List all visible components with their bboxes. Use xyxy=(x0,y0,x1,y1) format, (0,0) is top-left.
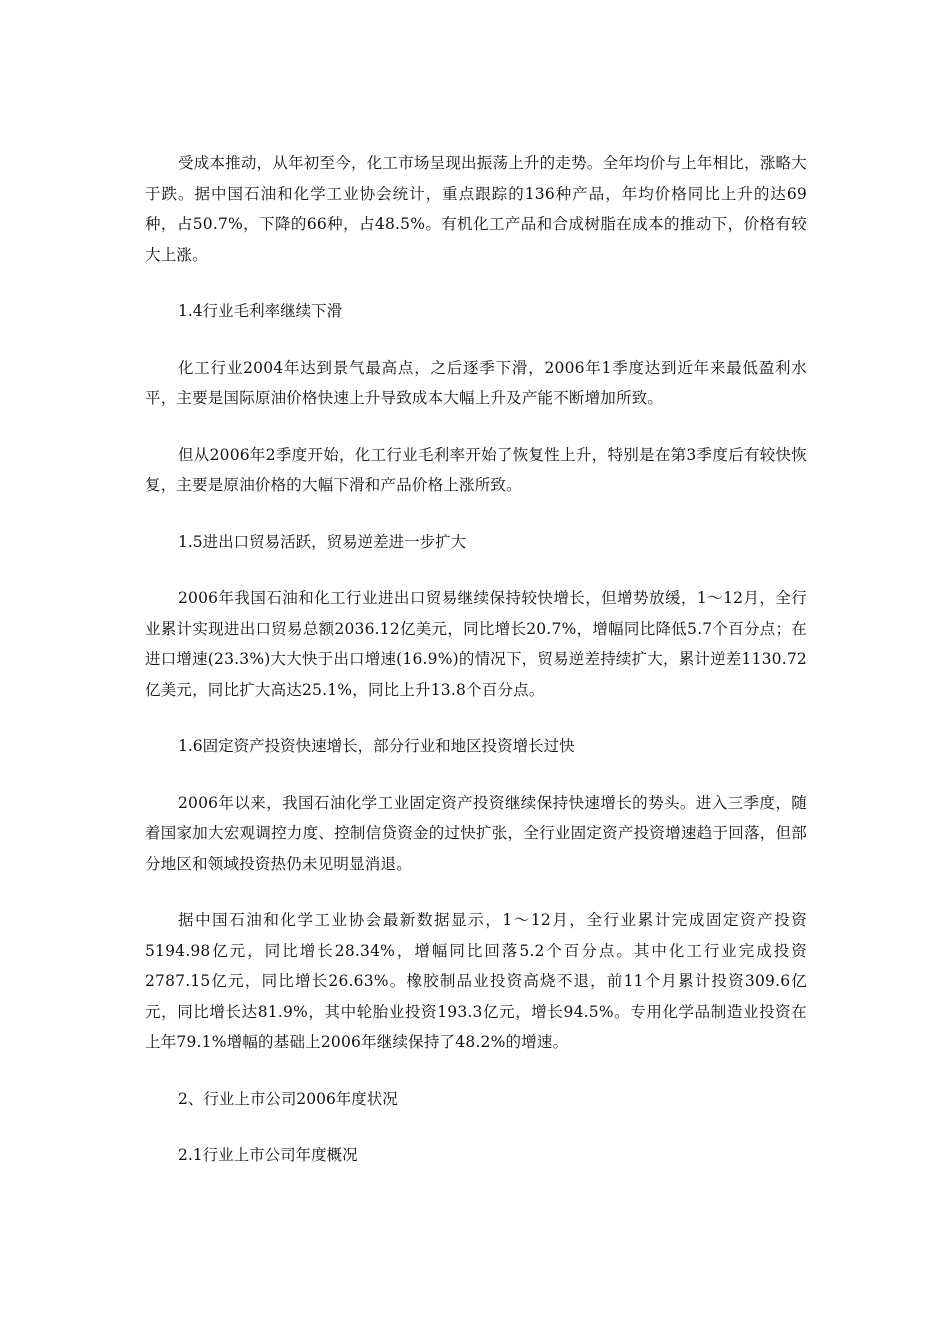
paragraph-gap xyxy=(145,414,807,440)
document-body xyxy=(145,148,807,1171)
paragraph-gap xyxy=(145,762,807,788)
paragraph-margin-recovery: 但从2006年2季度开始，化工行业毛利率开始了恢复性上升，特别是在第3季度后有较快恢复，主要是原油价格的大幅下滑和产品价格上涨所致。 xyxy=(145,445,807,494)
paragraph-profitability-decline: 化工行业2004年达到景气最高点，之后逐季下滑，2006年1季度达到近年来最低盈利水平，主要是国际原油价格快速上升导致成本大幅上升及产能不断增加所致。 xyxy=(145,358,807,407)
section-heading-1-5: 1.5进出口贸易活跃，贸易逆差进一步扩大 xyxy=(178,532,467,551)
paragraph-gap xyxy=(145,327,807,353)
section-heading-1-6: 1.6固定资产投资快速增长，部分行业和地区投资增长过快 xyxy=(178,737,575,755)
paragraph-fixed-asset-investment: 2006年以来，我国石油化学工业固定资产投资继续保持快速增长的势头。进入三季度，随着国家加大宏观调控力度、控制信贷资金的过快扩张，全行业固定资产投资增速趋于回落，但部分地区和领域投资热仍未见明显消退。 xyxy=(145,793,807,873)
paragraph-gap xyxy=(145,1058,807,1084)
paragraph-gap xyxy=(145,1114,807,1140)
paragraph-gap xyxy=(145,879,807,905)
section-heading-2-1: 2.1行业上市公司年度概况 xyxy=(178,1146,358,1164)
paragraph-investment-statistics: 据中国石油和化学工业协会最新数据显示，1～12月，全行业累计完成固定资产投资5194.98亿元，同比增长28.34%，增幅同比回落5.2个百分点。其中化工行业完成投资2787.15亿元，同比增长26.63%。橡胶制品业投资高烧不退，前11个月累计投资309.6亿元，同比增长达81.9%，其中轮胎业投资193.3亿元，增长94.5%。专用化学品制造业投资在上年79.1%增幅的基础上2006年继续保持了48.2%的增速。 xyxy=(145,911,807,1051)
section-heading-2: 2、行业上市公司2006年度状况 xyxy=(178,1089,398,1108)
paragraph-import-export-trade: 2006年我国石油和化工行业进出口贸易继续保持较快增长，但增势放缓，1～12月，全行业累计实现进出口贸易总额2036.12亿美元，同比增长20.7%，增幅同比降低5.7个百分点；在进口增速(23.3%)大大快于出口增速(16.9%)的情况下，贸易逆差持续扩大，累计逆差1130.72亿美元，同比扩大高达25.1%，同比上升13.8个百分点。 xyxy=(145,589,807,699)
paragraph-gap xyxy=(145,270,807,296)
paragraph-gap xyxy=(145,557,807,583)
section-heading-1-4: 1.4行业毛利率继续下滑 xyxy=(178,302,343,320)
paragraph-gap xyxy=(145,705,807,731)
paragraph-gap xyxy=(145,501,807,527)
paragraph-chemical-market-price: 受成本推动，从年初至今，化工市场呈现出振荡上升的走势。全年均价与上年相比，涨略大于跌。据中国石油和化学工业协会统计，重点跟踪的136种产品，年均价格同比上升的达69种，占50.7%，下降的66种，占48.5%。有机化工产品和合成树脂在成本的推动下，价格有较大上涨。 xyxy=(145,154,807,264)
